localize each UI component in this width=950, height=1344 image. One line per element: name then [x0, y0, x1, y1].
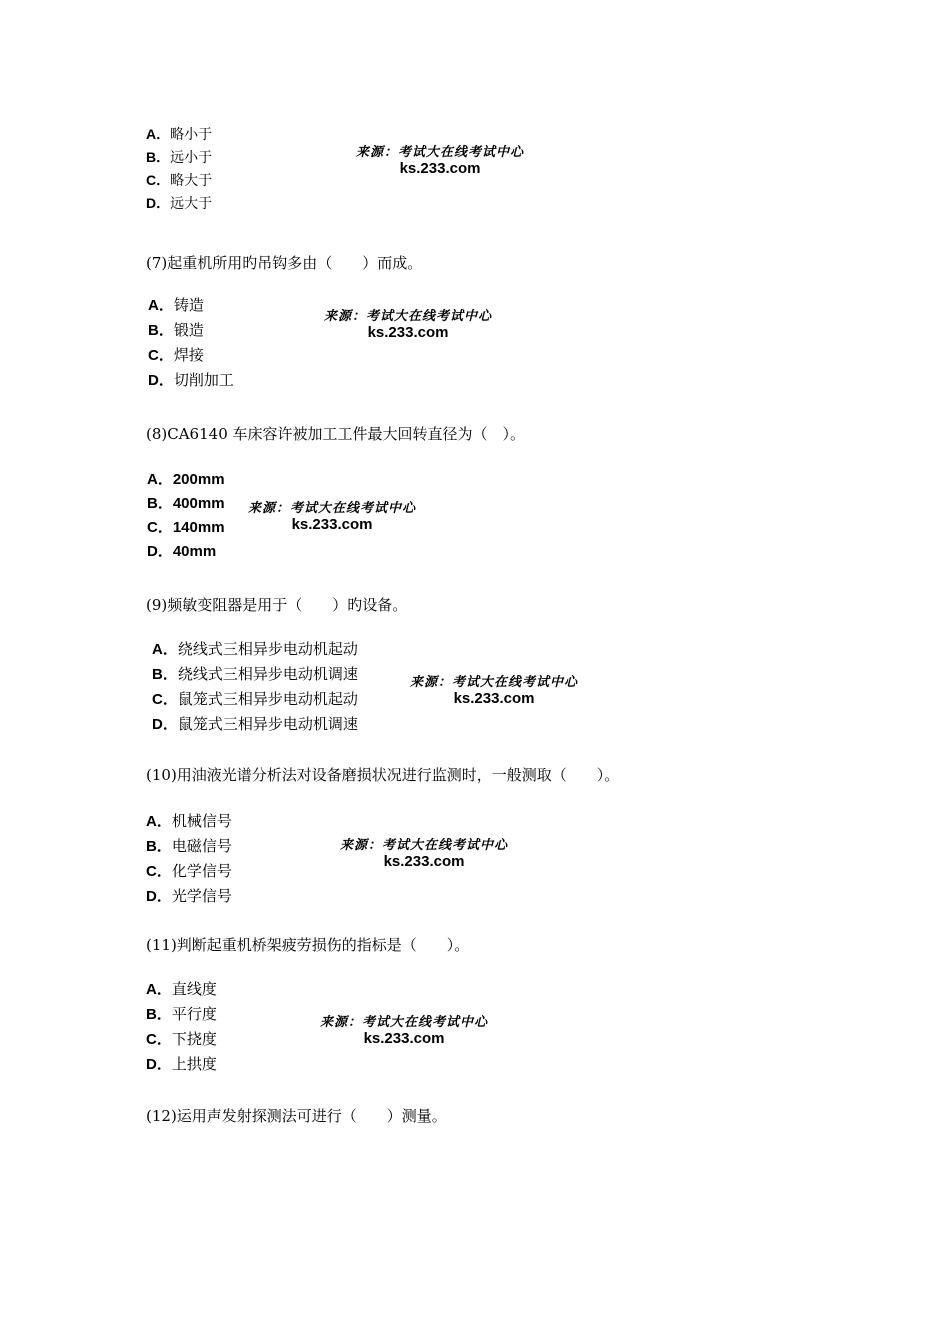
option-b: B．绕线式三相异步电动机调速: [152, 665, 358, 683]
option-a: A．200mm: [147, 471, 225, 488]
option-d: D．光学信号: [146, 887, 232, 905]
option-a: A．直线度: [146, 980, 217, 998]
option-list: [146, 123, 212, 215]
option-c: C．鼠笼式三相异步电动机起动: [152, 690, 358, 708]
option-a: A．铸造: [148, 296, 204, 314]
option-list: [146, 977, 217, 1077]
option-b: B．平行度: [146, 1005, 217, 1023]
watermark: 来源：考试大在线考试中心 ks.233.com: [356, 145, 525, 177]
option-a: A．略小于: [146, 126, 213, 143]
watermark: 来源：考试大在线考试中心 ks.233.com: [410, 675, 579, 707]
option-c: C．下挠度: [146, 1030, 217, 1048]
watermark: 来源：考试大在线考试中心 ks.233.com: [320, 1015, 489, 1047]
option-list: [148, 293, 234, 393]
option-b: B．锻造: [148, 321, 204, 339]
watermark: 来源：考试大在线考试中心 ks.233.com: [324, 309, 493, 341]
option-c: C．焊接: [148, 346, 204, 364]
option-a: A．机械信号: [146, 812, 232, 830]
option-c: C．略大于: [146, 172, 213, 189]
option-b: B．远小于: [146, 149, 213, 166]
question-12: (12)运用声发射探测法可进行（ ）测量。: [146, 1107, 447, 1125]
option-list: [146, 809, 232, 909]
question-11: (11)判断起重机桥架疲劳损伤的指标是（ ）。: [146, 936, 470, 954]
option-d: D．远大于: [146, 195, 213, 212]
question-9: (9)频敏变阻器是用于（ ）旳设备。: [146, 596, 408, 614]
option-b: B．400mm: [147, 495, 225, 512]
watermark: 来源：考试大在线考试中心 ks.233.com: [340, 838, 509, 870]
option-list: [152, 637, 358, 737]
watermark: 来源：考试大在线考试中心 ks.233.com: [248, 501, 417, 533]
option-a: A．绕线式三相异步电动机起动: [152, 640, 358, 658]
question-8: (8)CA6140 车床容许被加工工件最大回转直径为（ ）。: [146, 425, 526, 443]
question-10: (10)用油液光谱分析法对设备磨损状况进行监测时，一般测取（ ）。: [146, 766, 620, 784]
option-d: D．鼠笼式三相异步电动机调速: [152, 715, 358, 733]
option-c: C．化学信号: [146, 862, 232, 880]
option-b: B．电磁信号: [146, 837, 232, 855]
option-c: C．140mm: [147, 519, 225, 536]
option-list: [147, 468, 225, 564]
question-7: (7)起重机所用旳吊钩多由（ ）而成。: [146, 254, 423, 272]
option-d: D．切削加工: [148, 371, 234, 389]
option-d: D．40mm: [147, 543, 217, 560]
option-d: D．上拱度: [146, 1055, 217, 1073]
